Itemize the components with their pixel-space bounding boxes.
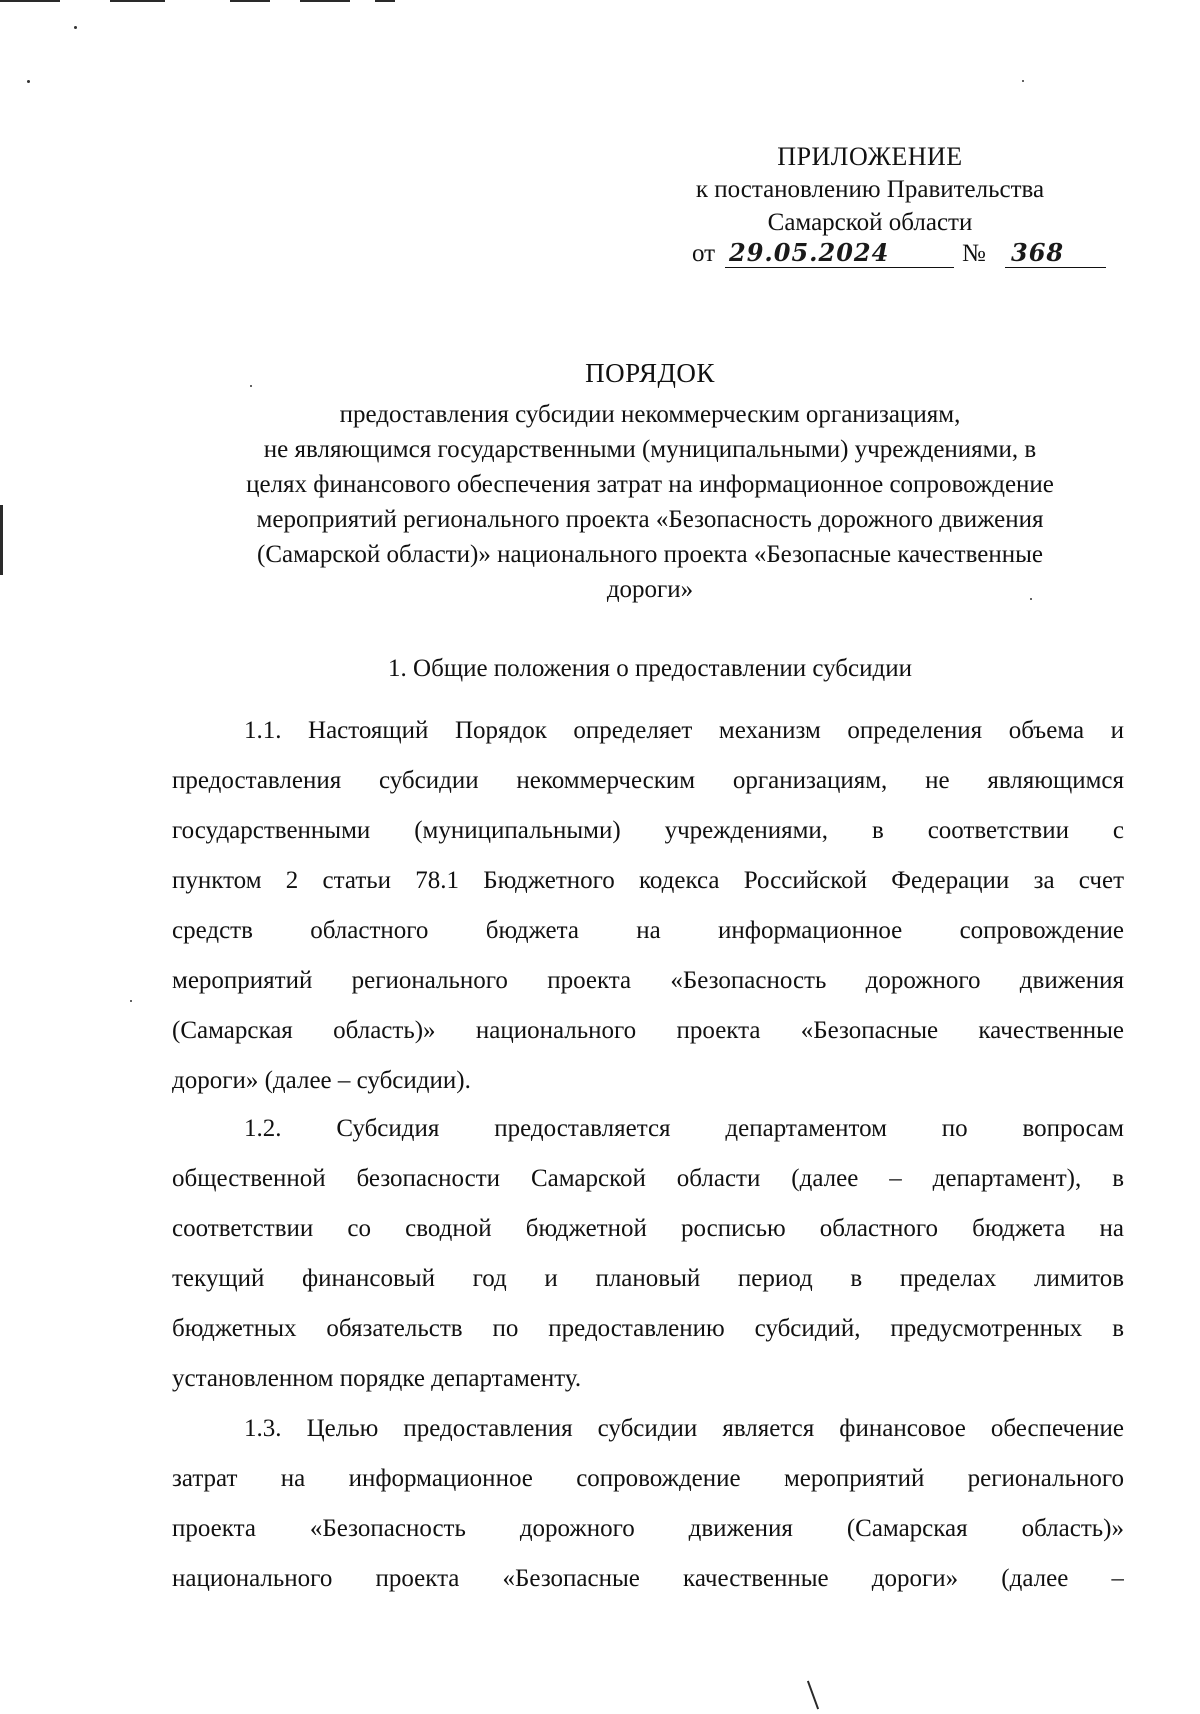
subtitle-line: не являющимся государственными (муниципальными) учреждениями, в <box>263 436 1037 463</box>
scan-artifact-dot <box>27 80 30 83</box>
paragraph-line: дороги» (далее – субсидии). <box>172 1067 471 1094</box>
paragraph-line: предоставления субсидии некоммерческим организациям, не являющимся <box>172 767 1124 794</box>
handwritten-number: 368 <box>1005 238 1106 268</box>
scan-artifact-dot <box>1022 80 1024 82</box>
scan-artifact-dot <box>130 1000 132 1002</box>
subtitle-line: целях финансового обеспечения затрат на информационное сопровождение <box>246 471 1054 498</box>
paragraph-line: (Самарская область)» национального проекта «Безопасные качественные <box>172 1017 1124 1044</box>
order-subtitle <box>160 397 1140 607</box>
paragraph-line: установленном порядке департаменту. <box>172 1365 582 1392</box>
appendix-line: к постановлению Правительства <box>695 176 1045 203</box>
appendix-line: Самарской области <box>767 209 973 236</box>
paragraph-1-3 <box>172 1410 1124 1610</box>
paragraph-line: 1.2. Субсидия предоставляется департаментом по вопросам <box>244 1115 1124 1142</box>
scan-artifact-top-line <box>300 0 350 2</box>
appendix-title: ПРИЛОЖЕНИЕ <box>777 142 963 171</box>
subtitle-line: дороги» <box>606 576 694 603</box>
paragraph-line: соответствии со сводной бюджетной росписью областного бюджета на <box>172 1215 1124 1242</box>
subtitle-line: предоставления субсидии некоммерческим организациям, <box>339 401 961 428</box>
section-heading: 1. Общие положения о предоставлении субсидии <box>388 655 912 682</box>
paragraph-line: проекта «Безопасность дорожного движения (Самарская область)» <box>172 1515 1124 1542</box>
paragraph-line: средств областного бюджета на информационное сопровождение <box>172 917 1124 944</box>
paragraph-line: мероприятий регионального проекта «Безопасность дорожного движения <box>172 967 1124 994</box>
scan-artifact-top-line <box>230 0 270 2</box>
scan-artifact-top-line <box>375 0 395 2</box>
order-title: ПОРЯДОК <box>585 358 715 388</box>
paragraph-line: пунктом 2 статьи 78.1 Бюджетного кодекса Российской Федерации за счет <box>172 867 1124 894</box>
paragraph-line: бюджетных обязательств по предоставлению субсидий, предусмотренных в <box>172 1315 1124 1342</box>
paragraph-line: государственными (муниципальными) учреждениями, в соответствии с <box>172 817 1124 844</box>
handwritten-date: 29.05.2024 <box>725 238 954 268</box>
appendix-header <box>640 140 1100 239</box>
number-label: № <box>962 240 986 267</box>
resolution-date-line <box>692 238 1102 272</box>
paragraph-line: затрат на информационное сопровождение мероприятий регионального <box>172 1465 1124 1492</box>
paragraph-line: текущий финансовый год и плановый период в пределах лимитов <box>172 1265 1124 1292</box>
paragraph-line: 1.1. Настоящий Порядок определяет механизм определения объема и <box>244 717 1124 744</box>
scan-artifact-top-line <box>110 0 165 2</box>
scan-artifact-top-line <box>0 0 60 2</box>
subtitle-line: мероприятий регионального проекта «Безопасность дорожного движения <box>256 506 1044 533</box>
paragraph-line: национального проекта «Безопасные качественные дороги» (далее – <box>172 1565 1124 1592</box>
scan-artifact-left-bar <box>0 505 3 575</box>
subtitle-line: (Самарской области)» национального проекта «Безопасные качественные <box>257 541 1043 568</box>
paragraph-1-2 <box>172 1110 1124 1410</box>
paragraph-1-1 <box>172 712 1124 1112</box>
scan-artifact-squiggle <box>807 1681 819 1710</box>
paragraph-line: общественной безопасности Самарской области (далее – департамент), в <box>172 1165 1124 1192</box>
paragraph-line: 1.3. Целью предоставления субсидии является финансовое обеспечение <box>244 1415 1124 1442</box>
date-prefix: от <box>692 240 716 267</box>
scan-artifact-dot <box>74 26 77 29</box>
